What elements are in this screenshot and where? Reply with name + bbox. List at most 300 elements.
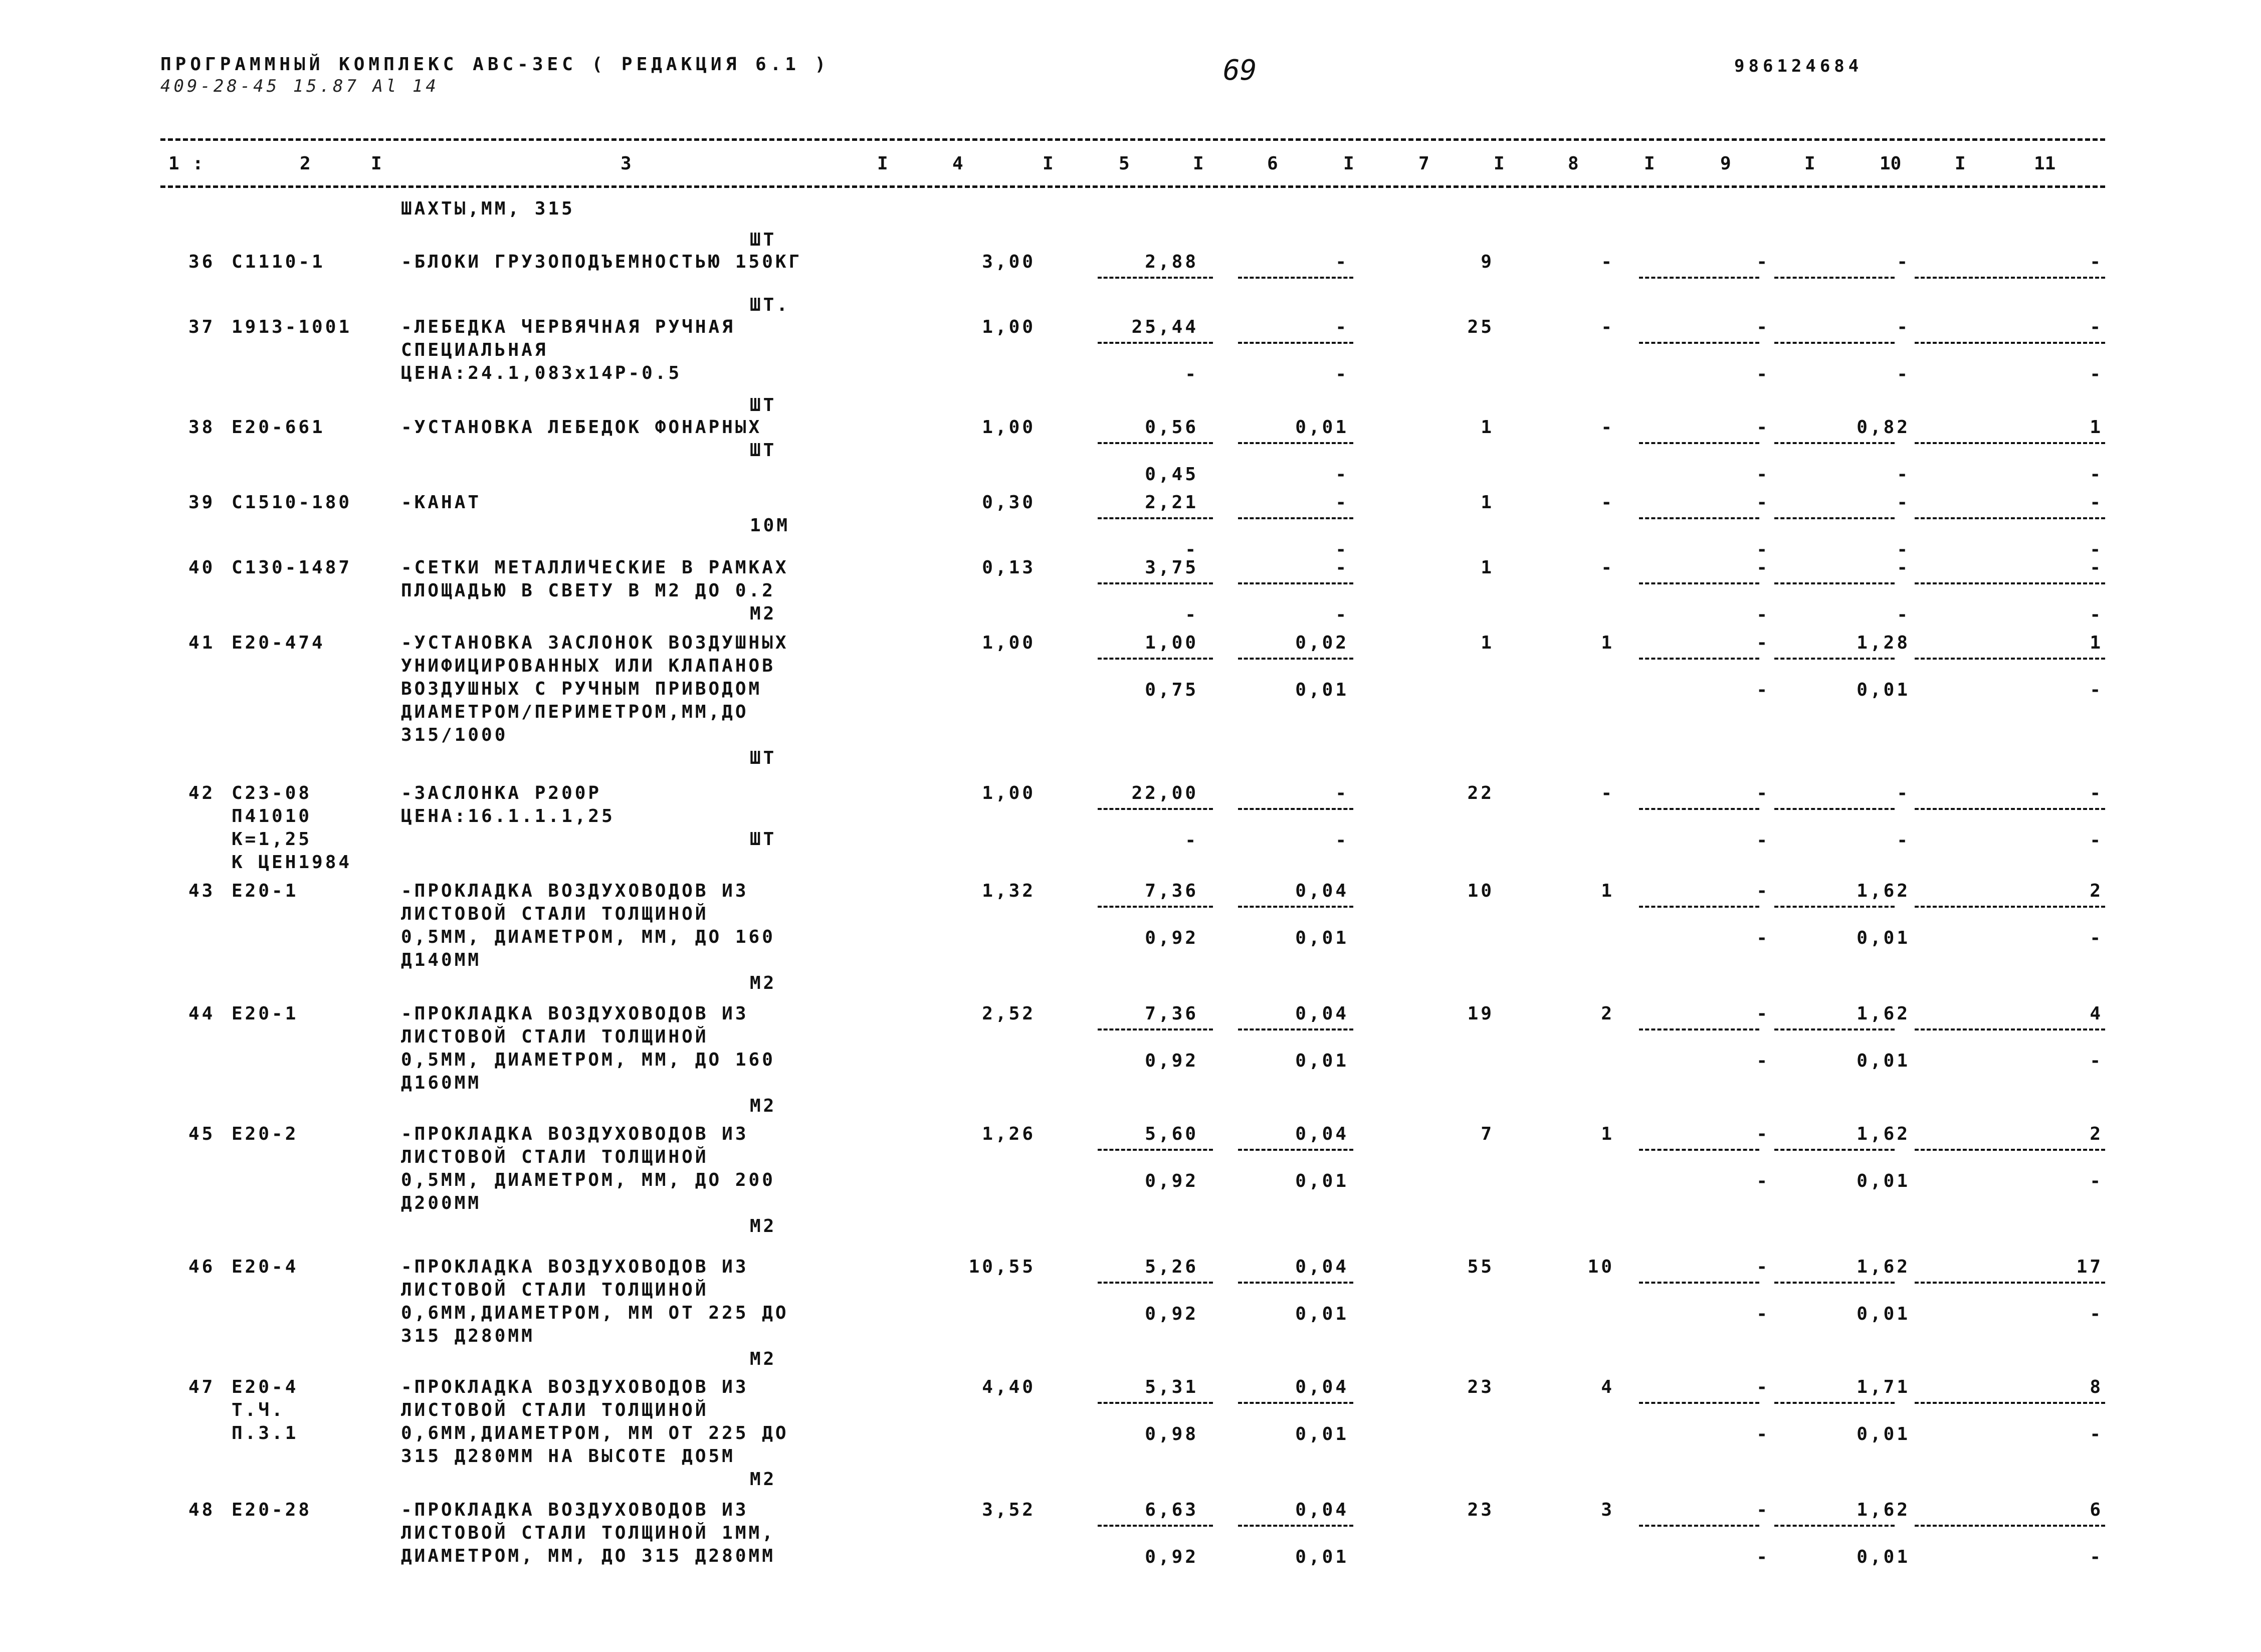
unit-cost-secondary: -	[1185, 830, 1198, 851]
labor-unit-secondary: -	[1897, 830, 1910, 851]
wage-value: 0,04	[1295, 1257, 1349, 1277]
column-separator: I	[371, 153, 382, 174]
item-description: -ПРОКЛАДКА ВОЗДУХОВОДОВ ИЗ	[401, 1257, 749, 1277]
labor-total-value: 4	[2090, 1003, 2103, 1024]
wage-secondary: 0,01	[1295, 1424, 1349, 1444]
value-divider	[1774, 582, 1895, 584]
row-number: 45	[188, 1124, 216, 1144]
wage-value: 0,04	[1295, 1003, 1349, 1024]
unit-cost-value: 7,36	[1145, 881, 1198, 901]
unit-cost-value: 2,21	[1145, 492, 1198, 513]
labor-unit-value: -	[1897, 317, 1910, 337]
labor-total-secondary: -	[2090, 539, 2103, 560]
norm-code: С130-1487	[232, 557, 352, 578]
unit-label: ШТ	[750, 230, 777, 250]
labor-total-secondary: -	[2090, 1424, 2103, 1444]
unit-label: ШТ.	[750, 295, 790, 315]
column-header: 1	[168, 153, 179, 174]
norm-code: Е20-661	[232, 417, 325, 438]
row-number: 47	[188, 1377, 216, 1397]
unit-label: М2	[750, 603, 777, 624]
value-divider	[1238, 1149, 1353, 1151]
labor-total-value: -	[2090, 783, 2103, 803]
item-description: -УСТАНОВКА ЗАСЛОНОК ВОЗДУШНЫХ	[401, 633, 789, 653]
unit-cost-value: 25,44	[1131, 317, 1198, 337]
norm-code: К=1,25	[232, 829, 312, 850]
total-wage-value: -	[1601, 252, 1614, 272]
unit-cost-value: 22,00	[1131, 783, 1198, 803]
machine-value: -	[1756, 1257, 1770, 1277]
machine-secondary: -	[1756, 1171, 1770, 1191]
item-description: 0,5ММ, ДИАМЕТРОМ, ММ, ДО 160	[401, 1050, 775, 1070]
norm-code: Е20-2	[232, 1124, 299, 1144]
value-divider	[1639, 582, 1759, 584]
quantity-value: 10,55	[968, 1257, 1036, 1277]
total-wage-value: 2	[1601, 1003, 1614, 1024]
quantity-value: 2,52	[982, 1003, 1036, 1024]
total-wage-value: 3	[1601, 1500, 1614, 1520]
unit-label: ШТ	[750, 395, 777, 416]
value-divider	[1098, 906, 1213, 908]
column-header: 7	[1418, 153, 1429, 174]
total-cost-value: 1	[1481, 633, 1494, 653]
value-divider	[1774, 1028, 1895, 1030]
machine-value: -	[1756, 1500, 1770, 1520]
total-cost-value: 19	[1467, 1003, 1494, 1024]
norm-code: Е20-1	[232, 881, 299, 901]
machine-secondary: -	[1756, 1424, 1770, 1444]
page-number: 69	[1223, 54, 1257, 87]
value-divider	[1238, 1525, 1353, 1527]
item-description: Д200ММ	[401, 1193, 482, 1213]
norm-code: Е20-4	[232, 1257, 299, 1277]
value-divider	[1238, 342, 1353, 344]
item-description: 315 Д280ММ НА ВЫСОТЕ ДО5М	[401, 1446, 735, 1467]
labor-total-value: 8	[2090, 1377, 2103, 1397]
value-divider	[1098, 277, 1213, 279]
unit-cost-secondary: 0,45	[1145, 464, 1198, 485]
column-header: :	[192, 153, 203, 174]
norm-code: П41010	[232, 806, 312, 827]
labor-unit-secondary: 0,01	[1857, 928, 1910, 948]
unit-cost-secondary: 0,92	[1145, 928, 1198, 948]
column-header: 4	[952, 153, 963, 174]
value-divider	[1098, 582, 1213, 584]
machine-secondary: -	[1756, 364, 1770, 384]
value-divider	[1915, 658, 2105, 660]
labor-total-value: -	[2090, 252, 2103, 272]
labor-total-value: 1	[2090, 633, 2103, 653]
total-wage-value: 1	[1601, 881, 1614, 901]
wage-secondary: -	[1335, 464, 1349, 485]
item-description: -ЛЕБЕДКА ЧЕРВЯЧНАЯ РУЧНАЯ	[401, 317, 735, 337]
labor-unit-value: 1,62	[1857, 1003, 1910, 1024]
machine-value: -	[1756, 881, 1770, 901]
column-header: 2	[300, 153, 311, 174]
labor-unit-value: -	[1897, 252, 1910, 272]
item-description: -ПРОКЛАДКА ВОЗДУХОВОДОВ ИЗ	[401, 881, 749, 901]
wage-value: 0,04	[1295, 1500, 1349, 1520]
norm-code: Е20-4	[232, 1377, 299, 1397]
wage-value: 0,04	[1295, 881, 1349, 901]
item-description: ДИАМЕТРОМ/ПЕРИМЕТРОМ,ММ,ДО	[401, 702, 749, 722]
total-wage-value: -	[1601, 492, 1614, 513]
total-cost-value: 1	[1481, 557, 1494, 578]
total-wage-value: -	[1601, 557, 1614, 578]
column-separator: I	[1804, 153, 1815, 174]
column-separator: I	[877, 153, 888, 174]
labor-total-value: -	[2090, 317, 2103, 337]
value-divider	[1639, 517, 1759, 519]
total-cost-value: 1	[1481, 417, 1494, 438]
value-divider	[1774, 517, 1895, 519]
quantity-value: 1,26	[982, 1124, 1036, 1144]
wage-value: 0,01	[1295, 417, 1349, 438]
labor-total-value: -	[2090, 557, 2103, 578]
labor-total-value: 2	[2090, 881, 2103, 901]
norm-code: Е20-28	[232, 1500, 312, 1520]
wage-secondary: 0,01	[1295, 1051, 1349, 1071]
item-description: 0,6ММ,ДИАМЕТРОМ, ММ ОТ 225 ДО	[401, 1423, 789, 1443]
item-description: ДИАМЕТРОМ, ММ, ДО 315 Д280ММ	[401, 1546, 775, 1566]
value-divider	[1774, 1282, 1895, 1284]
item-description: ВОЗДУШНЫХ С РУЧНЫМ ПРИВОДОМ	[401, 679, 762, 699]
value-divider	[1238, 658, 1353, 660]
labor-total-secondary: -	[2090, 928, 2103, 948]
labor-total-secondary: -	[2090, 364, 2103, 384]
total-wage-value: -	[1601, 783, 1614, 803]
labor-unit-secondary: -	[1897, 364, 1910, 384]
total-cost-value: 55	[1467, 1257, 1494, 1277]
quantity-value: 0,13	[982, 557, 1036, 578]
unit-label: М2	[750, 1096, 777, 1116]
value-divider	[1639, 342, 1759, 344]
value-divider	[1915, 1525, 2105, 1527]
column-header: 9	[1720, 153, 1731, 174]
total-cost-value: 23	[1467, 1500, 1494, 1520]
labor-unit-value: -	[1897, 492, 1910, 513]
quantity-value: 1,32	[982, 881, 1036, 901]
unit-cost-secondary: 0,75	[1145, 680, 1198, 700]
document-id: 986124684	[1734, 56, 1863, 76]
labor-total-secondary: -	[2090, 1304, 2103, 1324]
unit-label: М2	[750, 1216, 777, 1236]
unit-cost-secondary: -	[1185, 604, 1198, 625]
unit-label: М2	[750, 973, 777, 993]
quantity-value: 3,52	[982, 1500, 1036, 1520]
row-number: 42	[188, 783, 216, 803]
value-divider	[1238, 1402, 1353, 1404]
total-cost-value: 25	[1467, 317, 1494, 337]
item-description: 0,6ММ,ДИАМЕТРОМ, ММ ОТ 225 ДО	[401, 1303, 789, 1323]
labor-total-secondary: -	[2090, 1051, 2103, 1071]
column-header: 5	[1119, 153, 1130, 174]
value-divider	[1774, 658, 1895, 660]
machine-secondary: -	[1756, 464, 1770, 485]
total-cost-value: 23	[1467, 1377, 1494, 1397]
item-description: ЛИСТОВОЙ СТАЛИ ТОЛЩИНОЙ 1ММ,	[401, 1523, 775, 1543]
item-description: ЛИСТОВОЙ СТАЛИ ТОЛЩИНОЙ	[401, 1400, 709, 1420]
item-description: -ЗАСЛОНКА Р200Р	[401, 783, 602, 803]
labor-unit-value: 1,62	[1857, 1500, 1910, 1520]
program-title: ПРОГРАММНЫЙ КОМПЛЕКС АВС-3ЕС ( РЕДАКЦИЯ 6.1 )	[160, 54, 830, 75]
table-top-rule	[160, 138, 2105, 141]
machine-value: -	[1756, 633, 1770, 653]
value-divider	[1098, 808, 1213, 810]
wage-secondary: 0,01	[1295, 1304, 1349, 1324]
value-divider	[1774, 277, 1895, 279]
norm-code: Е20-474	[232, 633, 325, 653]
wage-value: -	[1335, 252, 1349, 272]
item-description: -ПРОКЛАДКА ВОЗДУХОВОДОВ ИЗ	[401, 1003, 749, 1024]
column-separator: I	[1343, 153, 1354, 174]
total-wage-value: 4	[1601, 1377, 1614, 1397]
unit-label: М2	[750, 1469, 777, 1490]
value-divider	[1915, 808, 2105, 810]
value-divider	[1915, 1149, 2105, 1151]
labor-unit-value: -	[1897, 557, 1910, 578]
labor-unit-value: 1,28	[1857, 633, 1910, 653]
wage-value: -	[1335, 557, 1349, 578]
row-number: 43	[188, 881, 216, 901]
labor-unit-secondary: 0,01	[1857, 1304, 1910, 1324]
value-divider	[1915, 582, 2105, 584]
machine-secondary: -	[1756, 1304, 1770, 1324]
value-divider	[1774, 906, 1895, 908]
value-divider	[1774, 342, 1895, 344]
value-divider	[1098, 1402, 1213, 1404]
machine-value: -	[1756, 1003, 1770, 1024]
wage-value: -	[1335, 317, 1349, 337]
column-separator: I	[1043, 153, 1054, 174]
labor-total-value: 17	[2076, 1257, 2103, 1277]
unit-cost-value: 5,60	[1145, 1124, 1198, 1144]
item-description: УНИФИЦИРОВАННЫХ ИЛИ КЛАПАНОВ	[401, 656, 775, 676]
labor-total-secondary: -	[2090, 604, 2103, 625]
value-divider	[1238, 517, 1353, 519]
item-description: Д160ММ	[401, 1073, 482, 1093]
row-number: 39	[188, 492, 216, 513]
norm-code: С1110-1	[232, 252, 325, 272]
table-header-rule	[160, 185, 2105, 188]
unit-label: М2	[750, 1349, 777, 1369]
column-separator: I	[1644, 153, 1655, 174]
value-divider	[1774, 808, 1895, 810]
column-separator: I	[1193, 153, 1204, 174]
quantity-value: 0,30	[982, 492, 1036, 513]
unit-cost-value: 5,26	[1145, 1257, 1198, 1277]
value-divider	[1915, 277, 2105, 279]
machine-secondary: -	[1756, 1051, 1770, 1071]
quantity-value: 3,00	[982, 252, 1036, 272]
item-description: ЦЕНА:24.1,083х14Р-0.5	[401, 363, 682, 383]
norm-code: П.3.1	[232, 1423, 299, 1443]
machine-value: -	[1756, 417, 1770, 438]
value-divider	[1098, 1525, 1213, 1527]
machine-value: -	[1756, 1377, 1770, 1397]
value-divider	[1915, 1402, 2105, 1404]
wage-value: 0,04	[1295, 1124, 1349, 1144]
row-number: 44	[188, 1003, 216, 1024]
value-divider	[1915, 1282, 2105, 1284]
item-description: ПЛОЩАДЬЮ В СВЕТУ В М2 ДО 0.2	[401, 580, 775, 601]
value-divider	[1238, 808, 1353, 810]
labor-total-secondary: -	[2090, 680, 2103, 700]
row-number: 41	[188, 633, 216, 653]
quantity-value: 1,00	[982, 317, 1036, 337]
value-divider	[1774, 1525, 1895, 1527]
value-divider	[1098, 442, 1213, 444]
item-description: ЛИСТОВОЙ СТАЛИ ТОЛЩИНОЙ	[401, 1026, 709, 1047]
column-header: 6	[1267, 153, 1278, 174]
unit-cost-value: 5,31	[1145, 1377, 1198, 1397]
unit-cost-value: 0,56	[1145, 417, 1198, 438]
value-divider	[1639, 1149, 1759, 1151]
labor-unit-value: 1,62	[1857, 1257, 1910, 1277]
value-divider	[1774, 1149, 1895, 1151]
machine-secondary: -	[1756, 539, 1770, 560]
value-divider	[1098, 658, 1213, 660]
value-divider	[1774, 442, 1895, 444]
unit-cost-secondary: 0,98	[1145, 1424, 1198, 1444]
row-number: 36	[188, 252, 216, 272]
value-divider	[1639, 1402, 1759, 1404]
value-divider	[1915, 1028, 2105, 1030]
labor-unit-secondary: 0,01	[1857, 1171, 1910, 1191]
item-description: -ПРОКЛАДКА ВОЗДУХОВОДОВ ИЗ	[401, 1500, 749, 1520]
unit-cost-secondary: -	[1185, 364, 1198, 384]
row-number: 46	[188, 1257, 216, 1277]
wage-secondary: -	[1335, 830, 1349, 851]
labor-total-secondary: -	[2090, 464, 2103, 485]
labor-total-secondary: -	[2090, 1171, 2103, 1191]
value-divider	[1238, 1028, 1353, 1030]
unit-cost-secondary: 0,92	[1145, 1171, 1198, 1191]
value-divider	[1639, 277, 1759, 279]
item-description: -СЕТКИ МЕТАЛЛИЧЕСКИЕ В РАМКАХ	[401, 557, 789, 578]
wage-secondary: 0,01	[1295, 1171, 1349, 1191]
column-header: 8	[1568, 153, 1579, 174]
unit-label: ШТ	[750, 748, 777, 768]
machine-value: -	[1756, 1124, 1770, 1144]
wage-value: -	[1335, 783, 1349, 803]
unit-label: ШТ	[750, 440, 777, 461]
value-divider	[1098, 517, 1213, 519]
labor-unit-secondary: -	[1897, 604, 1910, 625]
wage-secondary: -	[1335, 364, 1349, 384]
total-cost-value: 10	[1467, 881, 1494, 901]
total-wage-value: 1	[1601, 633, 1614, 653]
item-description: -УСТАНОВКА ЛЕБЕДОК ФОНАРНЫХ	[401, 417, 762, 438]
value-divider	[1639, 808, 1759, 810]
value-divider	[1639, 442, 1759, 444]
norm-code: С23-08	[232, 783, 312, 803]
value-divider	[1238, 277, 1353, 279]
norm-code: 1913-1001	[232, 317, 352, 337]
machine-secondary: -	[1756, 1547, 1770, 1567]
item-description: ЦЕНА:16.1.1.1,25	[401, 806, 615, 827]
wage-secondary: 0,01	[1295, 1547, 1349, 1567]
norm-code: К ЦЕН1984	[232, 852, 352, 873]
labor-total-value: 6	[2090, 1500, 2103, 1520]
column-header: 11	[2034, 153, 2056, 174]
column-separator: I	[1955, 153, 1966, 174]
wage-secondary: -	[1335, 539, 1349, 560]
labor-unit-secondary: 0,01	[1857, 680, 1910, 700]
value-divider	[1098, 1028, 1213, 1030]
item-description: СПЕЦИАЛЬНАЯ	[401, 340, 548, 360]
value-divider	[1098, 342, 1213, 344]
value-divider	[1098, 1282, 1213, 1284]
wage-secondary: 0,01	[1295, 680, 1349, 700]
wage-secondary: -	[1335, 604, 1349, 625]
total-wage-value: 10	[1587, 1257, 1614, 1277]
machine-value: -	[1756, 317, 1770, 337]
labor-total-value: 2	[2090, 1124, 2103, 1144]
machine-value: -	[1756, 492, 1770, 513]
value-divider	[1915, 906, 2105, 908]
unit-cost-secondary: -	[1185, 539, 1198, 560]
item-description: ЛИСТОВОЙ СТАЛИ ТОЛЩИНОЙ	[401, 1280, 709, 1300]
wage-value: -	[1335, 492, 1349, 513]
row-number: 48	[188, 1500, 216, 1520]
value-divider	[1915, 442, 2105, 444]
quantity-value: 1,00	[982, 417, 1036, 438]
value-divider	[1639, 1525, 1759, 1527]
value-divider	[1915, 517, 2105, 519]
unit-cost-value: 2,88	[1145, 252, 1198, 272]
total-wage-value: -	[1601, 317, 1614, 337]
unit-cost-secondary: 0,92	[1145, 1547, 1198, 1567]
unit-label: ШТ	[750, 829, 777, 850]
value-divider	[1098, 1149, 1213, 1151]
item-description: -БЛОКИ ГРУЗОПОДЪЕМНОСТЬЮ 150КГ	[401, 252, 802, 272]
item-description: 315 Д280ММ	[401, 1326, 535, 1346]
item-description: ЛИСТОВОЙ СТАЛИ ТОЛЩИНОЙ	[401, 904, 709, 924]
labor-total-value: -	[2090, 492, 2103, 513]
labor-total-secondary: -	[2090, 1547, 2103, 1567]
machine-secondary: -	[1756, 928, 1770, 948]
item-description: ЛИСТОВОЙ СТАЛИ ТОЛЩИНОЙ	[401, 1147, 709, 1167]
unit-cost-value: 1,00	[1145, 633, 1198, 653]
wage-value: 0,02	[1295, 633, 1349, 653]
labor-unit-value: 1,71	[1857, 1377, 1910, 1397]
norm-code: Е20-1	[232, 1003, 299, 1024]
labor-unit-value: 1,62	[1857, 881, 1910, 901]
total-cost-value: 22	[1467, 783, 1494, 803]
total-cost-value: 9	[1481, 252, 1494, 272]
machine-secondary: -	[1756, 604, 1770, 625]
total-wage-value: -	[1601, 417, 1614, 438]
handwritten-note: 409-28-45 15.87 Al 14	[160, 76, 439, 96]
machine-secondary: -	[1756, 680, 1770, 700]
item-description: -ПРОКЛАДКА ВОЗДУХОВОДОВ ИЗ	[401, 1377, 749, 1397]
item-description: -ПРОКЛАДКА ВОЗДУХОВОДОВ ИЗ	[401, 1124, 749, 1144]
value-divider	[1639, 1282, 1759, 1284]
row-number: 38	[188, 417, 216, 438]
value-divider	[1238, 1282, 1353, 1284]
column-separator: I	[1494, 153, 1505, 174]
item-description: Д140ММ	[401, 950, 482, 970]
value-divider	[1639, 1028, 1759, 1030]
labor-unit-value: 0,82	[1857, 417, 1910, 438]
unit-cost-secondary: 0,92	[1145, 1051, 1198, 1071]
unit-cost-value: 6,63	[1145, 1500, 1198, 1520]
labor-unit-value: -	[1897, 783, 1910, 803]
machine-value: -	[1756, 252, 1770, 272]
unit-cost-secondary: 0,92	[1145, 1304, 1198, 1324]
unit-cost-value: 3,75	[1145, 557, 1198, 578]
